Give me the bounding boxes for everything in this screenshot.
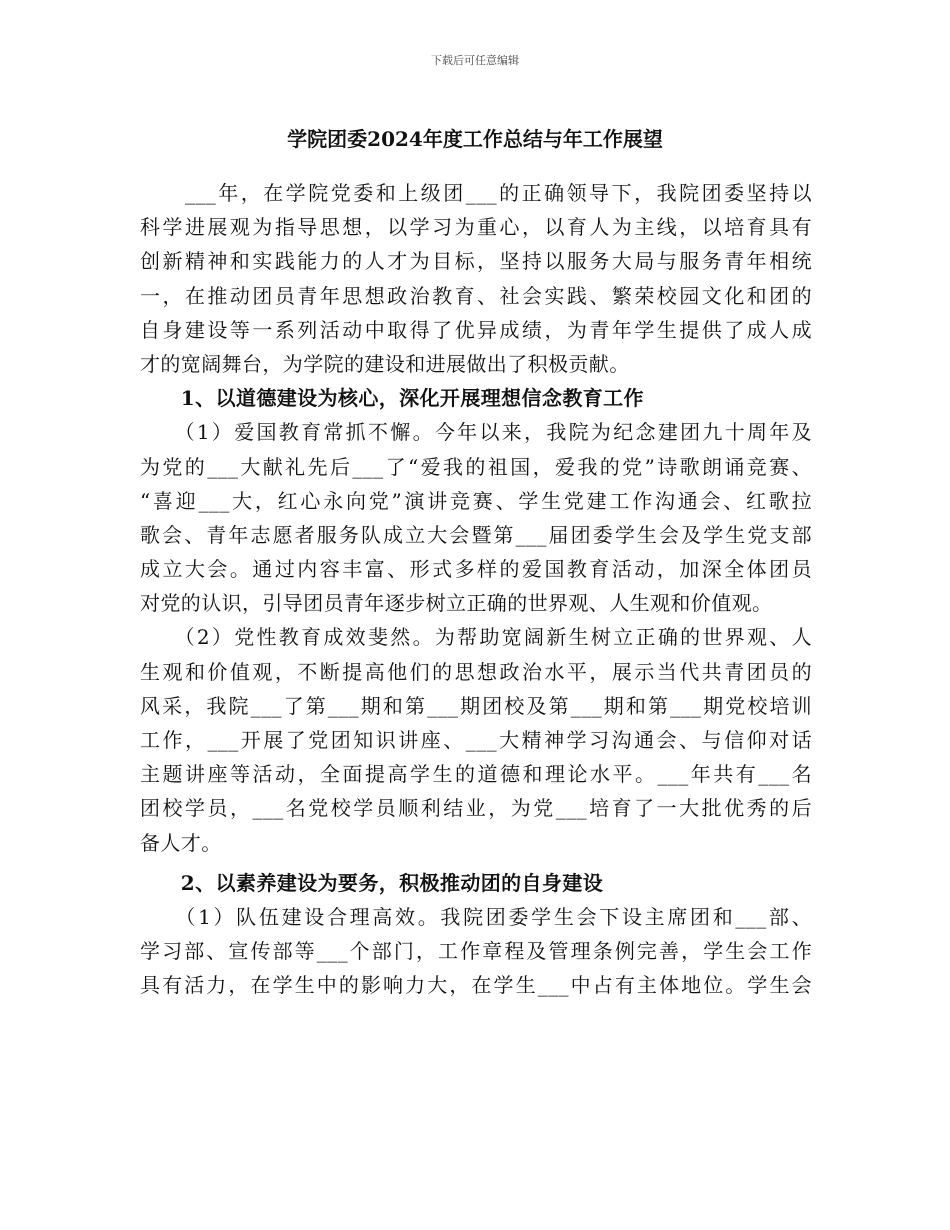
section-heading: 1、以道德建设为核心，深化开展理想信念教育工作 [140, 386, 644, 411]
body-line: “喜迎___大，红心永向党”演讲竞赛、学生党建工作沟通会、红歌拉 [140, 488, 812, 513]
body-line: （1）队伍建设合理高效。我院团委学生会下设主席团和___部、 [140, 904, 812, 929]
body-line: 一，在推动团员青年思想政治教育、社会实践、繁荣校园文化和团的 [140, 283, 812, 308]
page-header: 下载后可任意编辑 [431, 54, 519, 67]
body-line: （1）爱国教育常抓不懈。今年以来，我院为纪念建团九十周年及 [140, 420, 812, 445]
body-line: 生观和价值观，不断提高他们的思想政治水平，展示当代共青团员的 [140, 659, 812, 684]
body-line: 创新精神和实践能力的人才为目标，坚持以服务大局与服务青年相统 [140, 249, 812, 274]
body-line: （2）党性教育成效斐然。为帮助宽阔新生树立正确的世界观、人 [140, 625, 812, 650]
body-line: 才的宽阔舞台，为学院的建设和进展做出了积极贡献。 [140, 351, 630, 376]
body-line: 科学进展观为指导思想，以学习为重心，以育人为主线，以培育具有 [140, 215, 812, 240]
section-heading: 2、以素养建设为要务，积极推动团的自身建设 [140, 870, 604, 895]
body-line: 备人才。 [140, 830, 222, 855]
document-body [140, 176, 812, 1003]
body-line: 风采，我院___了第___期和第___期团校及第___期和第___期党校培训 [140, 693, 812, 718]
body-line: 对党的认识，引导团员青年逐步树立正确的世界观、人生观和价值观。 [140, 591, 773, 616]
body-line: ___年，在学院党委和上级团___的正确领导下，我院团委坚持以 [140, 181, 812, 205]
body-line: 成立大会。通过内容丰富、形式多样的爱国教育活动，加深全体团员 [140, 557, 812, 582]
body-line: 歌会、青年志愿者服务队成立大会暨第___届团委学生会及学生党支部 [140, 522, 812, 547]
body-line: 具有活力，在学生中的影响力大，在学生___中占有主体地位。学生会 [140, 973, 812, 998]
body-line: 主题讲座等活动，全面提高学生的道德和理论水平。___年共有___名 [140, 762, 812, 787]
body-line: 自身建设等一系列活动中取得了优异成绩，为青年学生提供了成人成 [140, 317, 812, 342]
body-line: 团校学员，___名党校学员顺利结业，为党___培育了一大批优秀的后 [140, 796, 812, 821]
document-title: 学院团委2024年度工作总结与年工作展望 [287, 127, 663, 151]
body-line: 工作，___开展了党团知识讲座、___大精神学习沟通会、与信仰对话 [140, 728, 812, 752]
body-line: 为党的___大献礼先后___了“爱我的祖国，爱我的党”诗歌朗诵竞赛、 [140, 454, 812, 479]
body-line: 学习部、宣传部等___个部门，工作章程及管理条例完善，学生会工作 [140, 939, 812, 964]
